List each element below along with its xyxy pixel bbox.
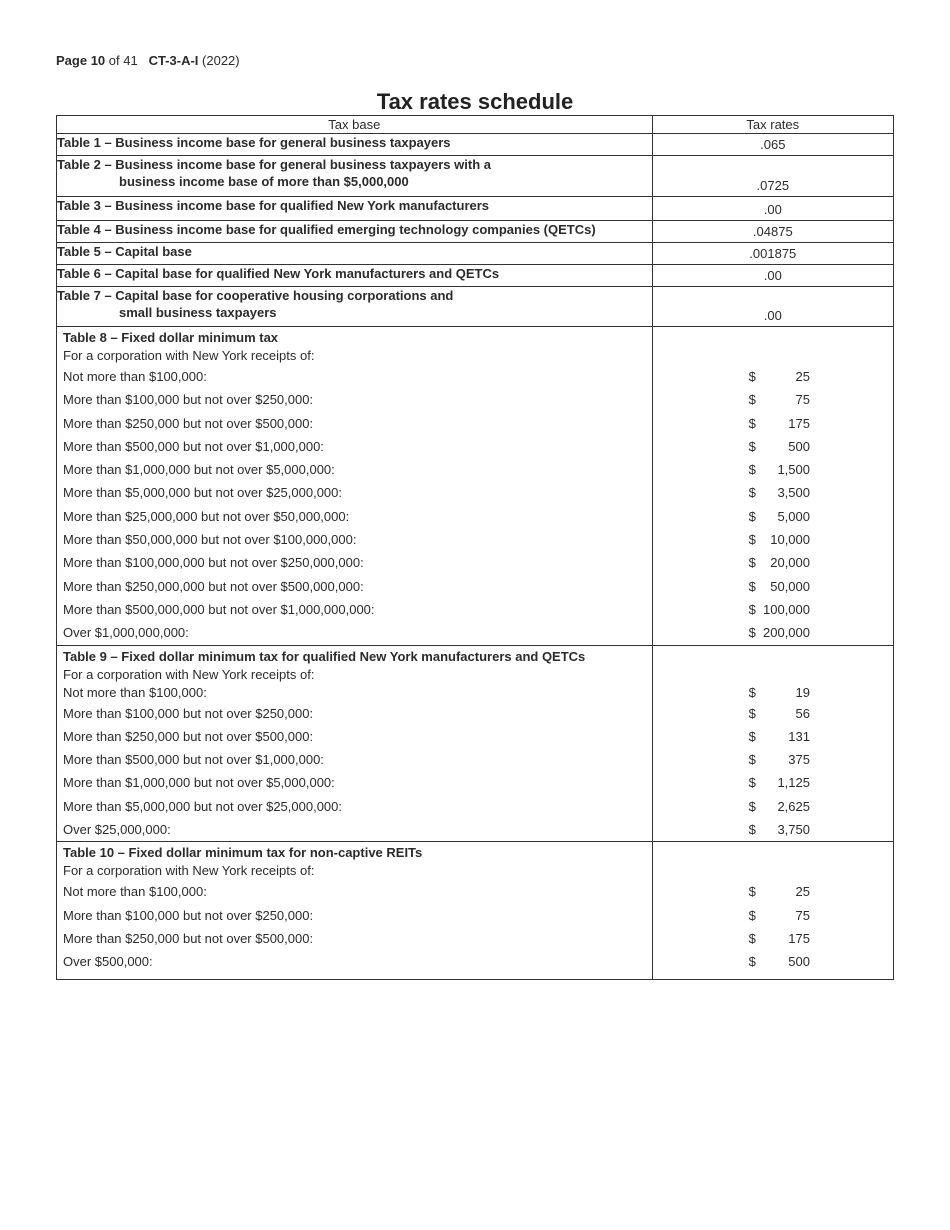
- amount-value: 1,500: [777, 462, 810, 478]
- dollar-sign: $: [748, 907, 756, 923]
- fixed-table-label-cell: [57, 327, 653, 646]
- amount-value: 56: [795, 705, 810, 721]
- rate-table-label-cell: [57, 265, 653, 287]
- fixed-table-title: Table 10 – Fixed dollar minimum tax for non-captive REITs: [63, 845, 423, 861]
- page-number: 10: [90, 53, 106, 68]
- dollar-sign: $: [748, 485, 756, 501]
- amount-spacer: [653, 648, 893, 666]
- minimum-tax-amount: [653, 684, 893, 702]
- fixed-table-label-cell: [57, 842, 653, 979]
- dollar-sign: $: [748, 438, 756, 454]
- form-id: CT-3-A-I: [148, 53, 199, 68]
- amount-value: 75: [795, 392, 810, 408]
- receipts-range-label: More than $500,000,000 but not over $1,000,000,000:: [63, 601, 375, 617]
- dollar-sign: $: [748, 775, 756, 791]
- dollar-sign: $: [748, 930, 756, 946]
- minimum-tax-amount: [653, 528, 893, 551]
- receipts-range-label: More than $100,000,000 but not over $250,000,000:: [63, 555, 364, 571]
- minimum-tax-amount: [653, 388, 893, 411]
- minimum-tax-amount: [653, 365, 893, 388]
- minimum-tax-amount: [653, 412, 893, 435]
- amount-value: 3,750: [777, 822, 810, 838]
- fixed-table-title: Table 8 – Fixed dollar minimum tax: [63, 330, 279, 345]
- dollar-sign: $: [748, 625, 756, 641]
- amount-spacer: [653, 347, 893, 365]
- amount-value: 25: [795, 369, 810, 384]
- page-total: of 41: [108, 53, 138, 68]
- amount-value: 75: [795, 907, 810, 923]
- receipts-range-label: More than $25,000,000 but not over $50,000,000:: [63, 508, 350, 524]
- fixed-table-label-cell: [57, 645, 653, 842]
- minimum-tax-amount: [653, 551, 893, 574]
- amount-value: 500: [788, 438, 810, 454]
- amount-value: 375: [788, 752, 810, 768]
- minimum-tax-amount: [653, 818, 893, 841]
- page-header: [56, 53, 240, 68]
- dollar-sign: $: [748, 705, 756, 721]
- dollar-sign: $: [748, 954, 756, 970]
- rate-table-label-cell: [57, 221, 653, 243]
- rate-table-title: Table 7 – Capital base for cooperative housing corporations and: [57, 288, 454, 303]
- receipts-range-label: Not more than $100,000:: [63, 369, 207, 384]
- section-bottom-pad: [57, 974, 652, 979]
- rate-table-title: Table 1 – Business income base for general business taxpayers: [57, 135, 451, 150]
- rate-table-title: Table 5 – Capital base: [57, 244, 192, 259]
- rate-table-title: Table 4 – Business income base for qualified emerging technology companies (QETCs): [57, 222, 596, 237]
- minimum-tax-amount: [653, 927, 893, 950]
- amount-value: 175: [788, 415, 810, 431]
- rate-table-label-cell: [57, 243, 653, 265]
- amount-value: 50,000: [770, 578, 810, 594]
- rate-table-row: [57, 243, 894, 265]
- amount-value: 25: [795, 884, 810, 900]
- minimum-tax-amount: [653, 458, 893, 481]
- receipts-range-label: Not more than $100,000:: [63, 884, 207, 900]
- rate-table-title: Table 2 – Business income base for general business taxpayers with a: [57, 157, 491, 172]
- minimum-tax-amount: [653, 725, 893, 748]
- receipts-range-label: More than $500,000 but not over $1,000,000:: [63, 752, 324, 768]
- amount-value: 5,000: [777, 508, 810, 524]
- minimum-tax-amount: [653, 621, 893, 644]
- rate-table-label-cell: [57, 287, 653, 327]
- rate-table-title-cont: business income base of more than $5,000,000: [119, 174, 409, 189]
- minimum-tax-amount: [653, 748, 893, 771]
- minimum-tax-amount: [653, 481, 893, 504]
- fixed-table-amount-cell: [652, 842, 893, 979]
- minimum-tax-amount: [653, 904, 893, 927]
- tax-rate-value: .00: [652, 265, 893, 287]
- dollar-sign: $: [748, 798, 756, 814]
- tax-rate-value: .00: [652, 197, 893, 221]
- amount-value: 19: [795, 684, 810, 700]
- rate-table-row: [57, 197, 894, 221]
- minimum-tax-amount: [653, 795, 893, 818]
- fixed-table-section: [57, 645, 894, 842]
- table-header-row: [57, 116, 894, 134]
- dollar-sign: $: [748, 752, 756, 768]
- dollar-sign: $: [748, 684, 756, 700]
- tax-rate-value: .00: [652, 287, 893, 327]
- rate-table-label-cell: [57, 197, 653, 221]
- amount-spacer: [653, 329, 893, 347]
- amount-value: 20,000: [770, 555, 810, 571]
- amount-value: 100,000: [763, 601, 810, 617]
- dollar-sign: $: [748, 822, 756, 838]
- rate-tables-body: [57, 134, 894, 327]
- amount-value: 2,625: [777, 798, 810, 814]
- dollar-sign: $: [748, 508, 756, 524]
- tax-rate-value: .04875: [652, 221, 893, 243]
- amount-spacer: [653, 844, 893, 862]
- receipts-range-label: Over $1,000,000,000:: [63, 625, 189, 641]
- receipts-range-label: More than $5,000,000 but not over $25,000,000:: [63, 798, 342, 814]
- receipts-range-label: More than $100,000 but not over $250,000:: [63, 907, 314, 923]
- dollar-sign: $: [748, 532, 756, 548]
- dollar-sign: $: [748, 578, 756, 594]
- amount-value: 131: [788, 728, 810, 744]
- rate-table-title: Table 6 – Capital base for qualified New York manufacturers and QETCs: [57, 266, 500, 281]
- fixed-table-amount-cell: [652, 645, 893, 842]
- form-year: (2022): [202, 53, 240, 68]
- rate-table-label-cell: [57, 134, 653, 156]
- dollar-sign: $: [748, 601, 756, 617]
- receipts-range-label: Over $25,000,000:: [63, 822, 171, 838]
- rate-table-label-cell: [57, 156, 653, 197]
- amount-value: 3,500: [777, 485, 810, 501]
- fixed-table-subtitle: For a corporation with New York receipts of:: [63, 348, 315, 363]
- minimum-tax-amount: [653, 771, 893, 794]
- fixed-table-title: Table 9 – Fixed dollar minimum tax for qualified New York manufacturers and QETCs: [63, 648, 586, 664]
- amount-value: 175: [788, 930, 810, 946]
- rate-table-row: [57, 156, 894, 197]
- tax-rates-table: [56, 115, 894, 980]
- tax-rate-value: .001875: [652, 243, 893, 265]
- receipts-range-label: More than $1,000,000 but not over $5,000,000:: [63, 775, 335, 791]
- amount-value: 10,000: [770, 532, 810, 548]
- receipts-range-label: Over $500,000:: [63, 954, 153, 970]
- fixed-table-section: [57, 327, 894, 646]
- tax-rate-value: .065: [652, 134, 893, 156]
- receipts-range-label: Not more than $100,000:: [63, 684, 207, 700]
- dollar-sign: $: [748, 555, 756, 571]
- receipts-range-label: More than $50,000,000 but not over $100,000,000:: [63, 532, 357, 548]
- receipts-range-label: More than $250,000 but not over $500,000:: [63, 415, 314, 431]
- rate-table-row: [57, 134, 894, 156]
- tax-rate-value: .0725: [652, 156, 893, 197]
- receipts-range-label: More than $250,000 but not over $500,000:: [63, 728, 314, 744]
- fixed-table-subtitle: For a corporation with New York receipts of:: [63, 666, 315, 682]
- receipts-range-label: More than $250,000,000 but not over $500,000,000:: [63, 578, 364, 594]
- receipts-range-label: More than $100,000 but not over $250,000:: [63, 392, 314, 408]
- dollar-sign: $: [748, 392, 756, 408]
- fixed-table-subtitle: For a corporation with New York receipts of:: [63, 863, 315, 879]
- receipts-range-label: More than $500,000 but not over $1,000,000:: [63, 438, 324, 454]
- minimum-tax-amount: [653, 598, 893, 621]
- page-title: Tax rates schedule: [376, 89, 574, 114]
- rate-table-title-cont: small business taxpayers: [119, 305, 277, 320]
- minimum-tax-amount: [653, 575, 893, 598]
- page-label: Page: [56, 53, 88, 68]
- dollar-sign: $: [748, 415, 756, 431]
- dollar-sign: $: [748, 884, 756, 900]
- minimum-tax-amount: [653, 880, 893, 903]
- amount-value: 500: [788, 954, 810, 970]
- receipts-range-label: More than $250,000 but not over $500,000:: [63, 930, 314, 946]
- amount-spacer: [653, 666, 893, 684]
- fixed-table-amount-cell: [652, 327, 893, 646]
- column-header-tax-rates: Tax rates: [652, 116, 893, 134]
- fixed-tables-body: [57, 327, 894, 980]
- receipts-range-label: More than $5,000,000 but not over $25,000,000:: [63, 485, 342, 501]
- minimum-tax-amount: [653, 950, 893, 973]
- fixed-table-section: [57, 842, 894, 979]
- amount-value: 200,000: [763, 625, 810, 641]
- receipts-range-label: More than $1,000,000 but not over $5,000,000:: [63, 462, 335, 478]
- rate-table-row: [57, 287, 894, 327]
- amount-spacer: [653, 862, 893, 880]
- receipts-range-label: More than $100,000 but not over $250,000:: [63, 705, 314, 721]
- dollar-sign: $: [748, 728, 756, 744]
- dollar-sign: $: [748, 369, 756, 384]
- rate-table-title: Table 3 – Business income base for qualified New York manufacturers: [57, 198, 490, 213]
- rate-table-row: [57, 221, 894, 243]
- amount-value: 1,125: [777, 775, 810, 791]
- column-header-tax-base: Tax base: [57, 116, 653, 134]
- dollar-sign: $: [748, 462, 756, 478]
- minimum-tax-amount: [653, 435, 893, 458]
- minimum-tax-amount: [653, 702, 893, 725]
- rate-table-row: [57, 265, 894, 287]
- minimum-tax-amount: [653, 505, 893, 528]
